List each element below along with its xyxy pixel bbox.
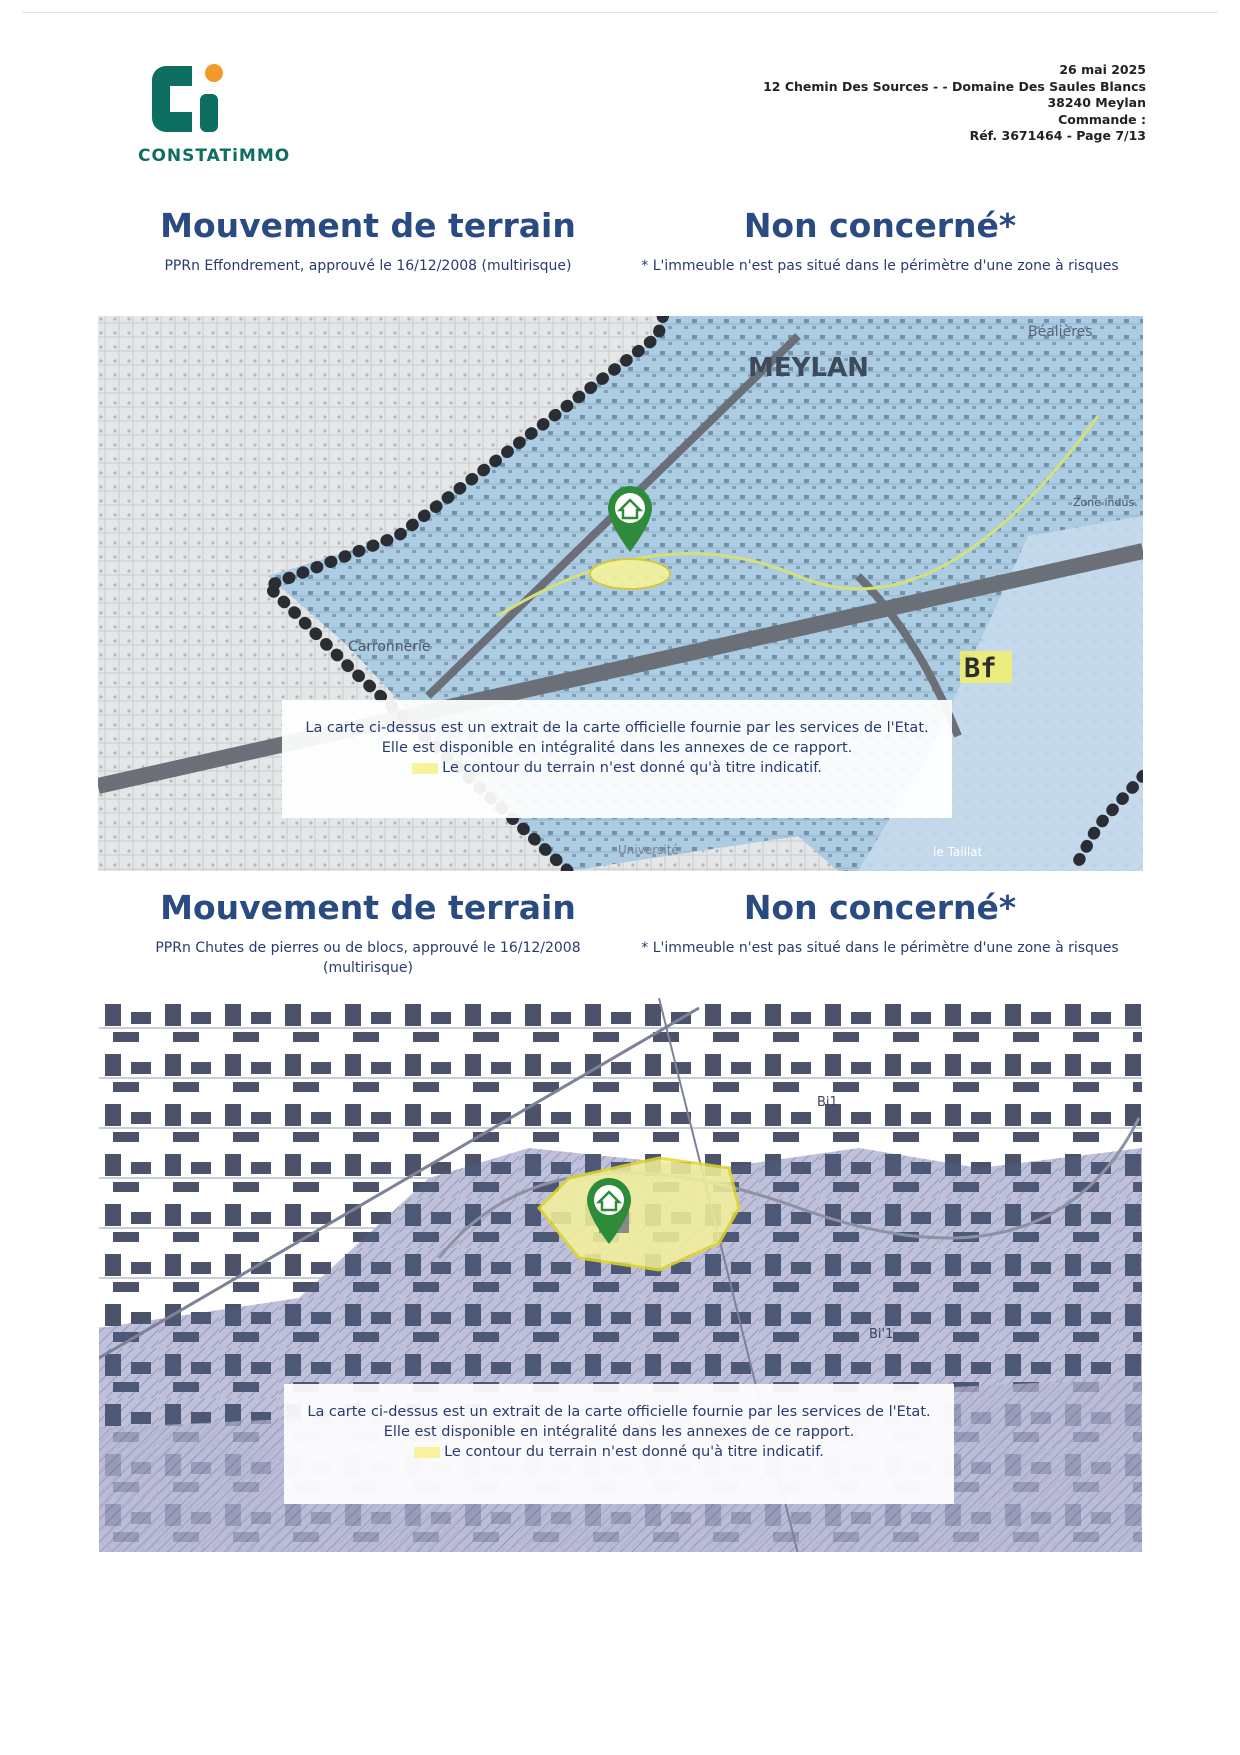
section1-status-note: * L'immeuble n'est pas situé dans le périmètre d'une zone à risques bbox=[641, 258, 1119, 274]
map-label-zone2: Bi'1 bbox=[869, 1327, 894, 1342]
parcel-legend-swatch bbox=[412, 763, 438, 774]
map-label-place1: Béalières bbox=[1028, 324, 1093, 340]
section1-title: Mouvement de terrain bbox=[160, 206, 576, 245]
section1-caption-line3 bbox=[282, 758, 952, 778]
parcel-legend-swatch-2 bbox=[414, 1447, 440, 1458]
section2-caption-line2: Elle est disponible en intégralité dans les annexes de ce rapport. bbox=[383, 1424, 855, 1440]
brand-name: CONSTATiMMO bbox=[138, 146, 291, 166]
section2-title: Mouvement de terrain bbox=[160, 888, 576, 927]
top-rule bbox=[22, 12, 1218, 13]
section2-caption bbox=[284, 1384, 954, 1504]
section2-caption-line3 bbox=[284, 1442, 954, 1462]
map-label-place5: Université bbox=[618, 843, 679, 857]
section1-subtitle: PPRn Effondrement, approuvé le 16/12/2008 (multirisque) bbox=[164, 258, 572, 274]
property-address: 12 Chemin Des Sources - - Domaine Des Saules Blancs bbox=[763, 78, 1146, 94]
report-date: 26 mai 2025 bbox=[1059, 62, 1146, 77]
property-city: 38240 Meylan bbox=[1047, 95, 1146, 110]
map-label-place3: Zone indus. bbox=[1073, 496, 1138, 509]
section1-caption-line2: Elle est disponible en intégralité dans les annexes de ce rapport. bbox=[381, 740, 853, 756]
header-info bbox=[763, 62, 1146, 145]
section1-caption bbox=[282, 700, 952, 818]
section1-caption-line3-text: Le contour du terrain n'est donné qu'à titre indicatif. bbox=[442, 760, 822, 776]
section1-caption-line1: La carte ci-dessus est un extrait de la carte officielle fournie par les services de l'Etat. bbox=[305, 720, 929, 736]
map-label-zone: Bf bbox=[964, 653, 997, 684]
map-label-zone1: Bi1 bbox=[817, 1095, 838, 1110]
report-reference: Réf. 3671464 - Page 7/13 bbox=[969, 128, 1146, 143]
map-label-place2: Carronnerie bbox=[348, 639, 431, 655]
section2-caption-line1: La carte ci-dessus est un extrait de la carte officielle fournie par les services de l'Etat. bbox=[307, 1404, 931, 1420]
section2-caption-line3-text: Le contour du terrain n'est donné qu'à titre indicatif. bbox=[444, 1444, 824, 1460]
map-label-place4: le Taillat bbox=[933, 845, 983, 859]
order-number: Commande : bbox=[1058, 111, 1146, 127]
section2-subtitle: PPRn Chutes de pierres ou de blocs, approuvé le 16/12/2008 (multirisque) bbox=[155, 940, 581, 976]
map-label-town: MEYLAN bbox=[748, 353, 869, 383]
section1-status: Non concerné* bbox=[743, 206, 1017, 245]
section2-status: Non concerné* bbox=[743, 888, 1017, 927]
section2-status-note: * L'immeuble n'est pas situé dans le périmètre d'une zone à risques bbox=[641, 940, 1119, 956]
